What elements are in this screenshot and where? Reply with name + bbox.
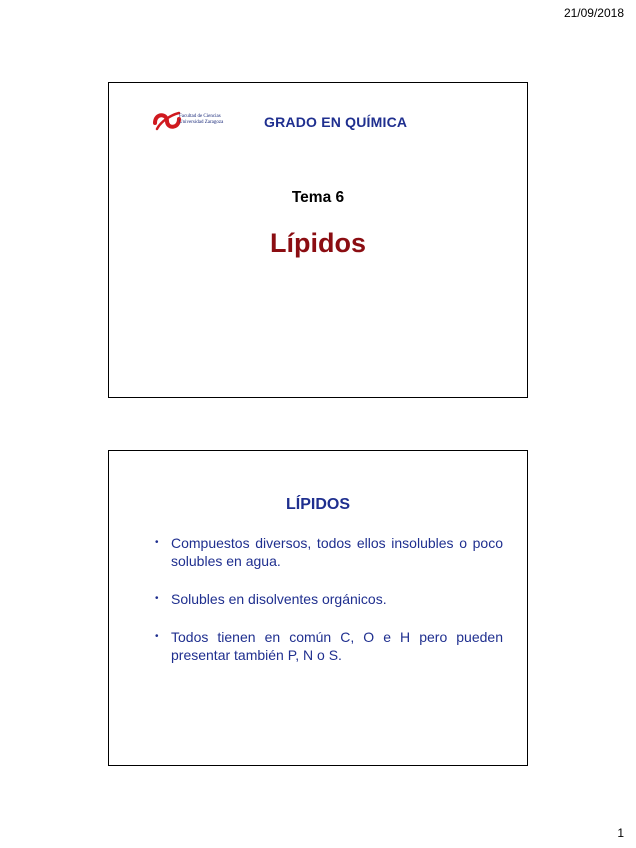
bullet-text: Todos tienen en común C, O e H pero pueden presentar también P, N o S.: [171, 629, 503, 663]
slide-main-title: Lípidos: [270, 228, 366, 258]
bullet-item: [155, 590, 503, 608]
bullet-item: [155, 534, 503, 570]
slide-title: [108, 82, 528, 398]
logo-text: [179, 114, 243, 126]
bullet-dot-icon: •: [155, 537, 159, 548]
program-label: GRADO EN QUÍMICA: [264, 114, 408, 130]
bullet-dot-icon: •: [155, 631, 159, 642]
print-date: 21/09/2018: [563, 6, 624, 20]
bullet-item: [155, 628, 503, 664]
topic-label: Tema 6: [291, 189, 345, 206]
logo-line-1: Facultad de Ciencias: [179, 114, 221, 119]
page-number: 1: [617, 826, 624, 840]
bullet-dot-icon: •: [155, 593, 159, 604]
faculty-logo: [151, 107, 241, 135]
bullet-text: Solubles en disolventes orgánicos.: [171, 591, 387, 607]
faculty-logo-icon: [151, 107, 181, 135]
slide-content: [108, 450, 528, 766]
bullet-text: Compuestos diversos, todos ellos insolubles o poco solubles en agua.: [171, 535, 503, 569]
logo-line-2: Universidad Zaragoza: [179, 120, 224, 125]
slide-heading: LÍPIDOS: [285, 496, 350, 513]
bullet-list: [155, 534, 503, 684]
